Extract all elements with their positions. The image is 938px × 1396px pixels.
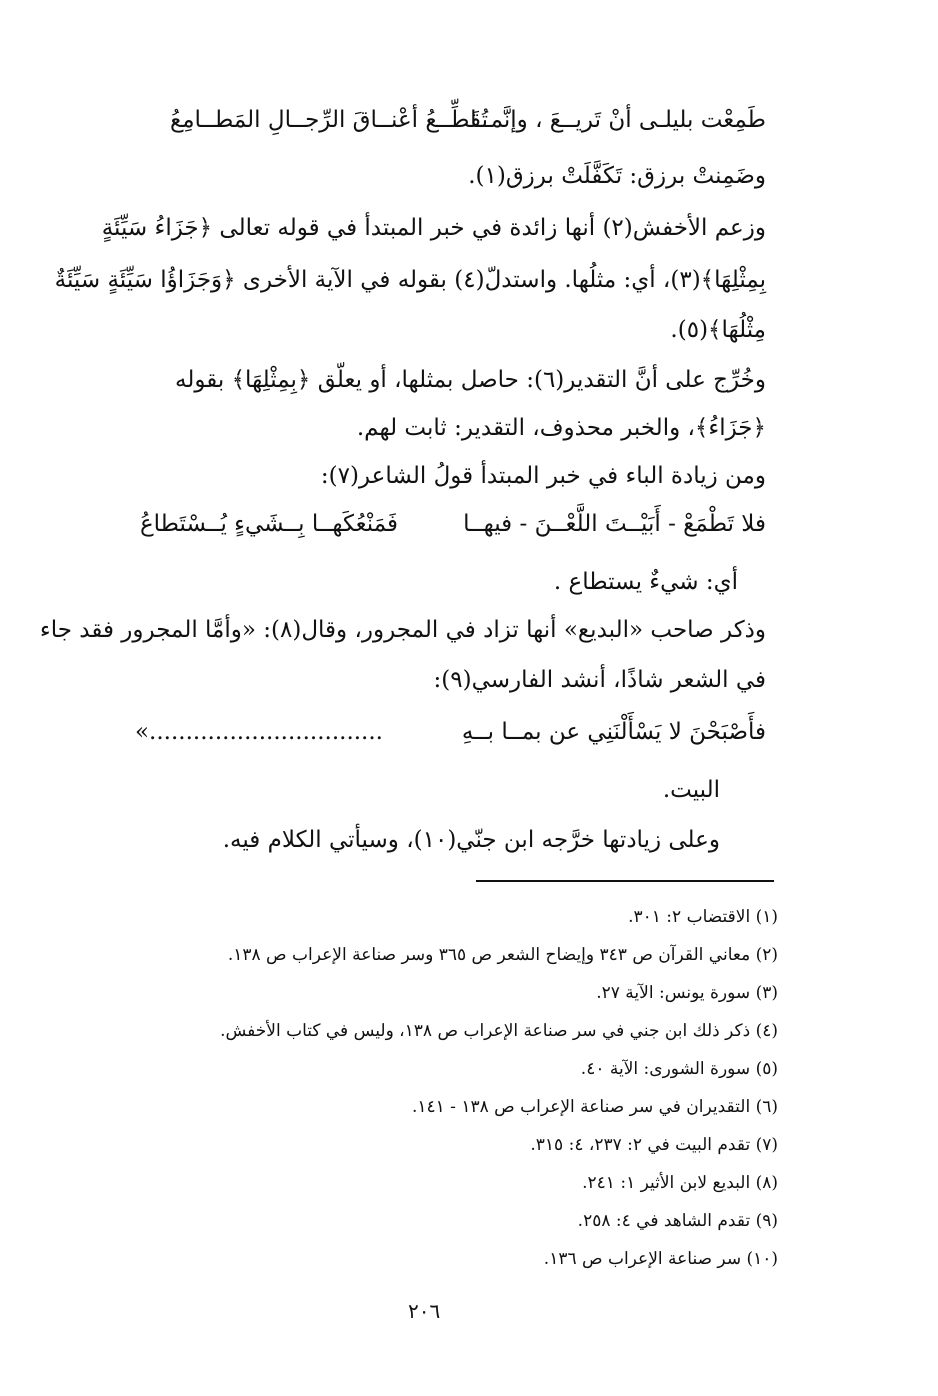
body-line-9: وذكر صاحب «البديع» أنها تزاد في المجرور، وقال(٨): «وأمَّا المجرور فقد جاء	[39, 617, 766, 643]
verse-2-first-hemistich: فلا تَطْمَعْ - أَبَيْــتَ اللَّعْــنَ - فيهــا	[463, 511, 766, 537]
verse-1-first-hemistich: طَمِعْت بليلـى أنْ تَريــعَ ، وإنَّمــا	[470, 107, 766, 133]
body-line-1: وضَمِنتْ برزق: تَكَفَّلَتْ برزق(١).	[468, 163, 766, 189]
footnote-1: (١) الاقتضاب ٢: ٣٠١.	[628, 907, 778, 927]
body-line-10: في الشعر شاذًا، أنشد الفارسي(٩):	[433, 667, 766, 693]
verse-3-second-hemistich: ................................»	[134, 719, 383, 745]
body-line-7: ومن زيادة الباء في خبر المبتدأ قولُ الشاعر(٧):	[320, 463, 766, 489]
body-line-12: وعلى زيادتها خرَّجه ابن جنّي(١٠)، وسيأتي الكلام فيه.	[222, 827, 720, 853]
verse-3-first-hemistich: فأَصْبَحْنَ لا يَسْأَلْنَنِي عن بمــا بــهِ	[461, 719, 766, 745]
verse-1-second-hemistich: تُقَطِّــعُ أعْنــاقَ الرِّجــالِ المَطــامِعُ	[169, 107, 488, 133]
footnote-3: (٣) سورة يونس: الآية ٢٧.	[596, 983, 778, 1003]
footnote-4: (٤) ذكر ذلك ابن جني في سر صناعة الإعراب ص ١٣٨، وليس في كتاب الأخفش.	[220, 1021, 778, 1041]
body-line-11: البيت.	[662, 777, 720, 803]
footnote-10: (١٠) سر صناعة الإعراب ص ١٣٦.	[543, 1249, 778, 1269]
body-line-4: مِثْلُهَا﴾(٥).	[670, 317, 766, 343]
footnote-7: (٧) تقدم البيت في ٢: ٢٣٧، ٤: ٣١٥.	[530, 1135, 778, 1155]
body-line-3: بِمِثْلِهَا﴾(٣)، أي: مثلُها. واستدلّ(٤) بقوله في الآية الأخرى ﴿وَجَزَاؤُا سَيِّئَةٍ سَيِّئَةٌ	[54, 267, 766, 293]
body-line-2: وزعم الأخفش(٢) أنها زائدة في خبر المبتدأ في قوله تعالى ﴿جَزَاءُ سَيِّئَةٍ	[101, 215, 766, 241]
footnote-separator	[476, 880, 774, 882]
verse-2-second-hemistich: فَمَنْعُكَهــا بِــشَيءٍ يُــسْتَطاعُ	[139, 511, 398, 537]
body-line-6: ﴿جَزَاءُ﴾، والخبر محذوف، التقدير: ثابت لهم.	[356, 415, 766, 441]
footnote-9: (٩) تقدم الشاهد في ٤: ٢٥٨.	[577, 1211, 778, 1231]
footnote-2: (٢) معاني القرآن ص ٣٤٣ وإيضاح الشعر ص ٣٦٥ وسر صناعة الإعراب ص ١٣٨.	[227, 945, 778, 965]
page-number: ٢٠٦	[408, 1299, 441, 1323]
footnote-6: (٦) التقديران في سر صناعة الإعراب ص ١٣٨ - ١٤١.	[411, 1097, 778, 1117]
footnote-5: (٥) سورة الشورى: الآية ٤٠.	[580, 1059, 778, 1079]
body-line-5: وخُرِّج على أنَّ التقدير(٦): حاصل بمثلها، أو يعلّق ﴿بِمِثْلِهَا﴾ بقوله	[175, 367, 766, 393]
footnote-8: (٨) البديع لابن الأثير ١: ٢٤١.	[582, 1173, 778, 1193]
body-line-8: أي: شيءٌ يستطاع .	[553, 569, 738, 595]
